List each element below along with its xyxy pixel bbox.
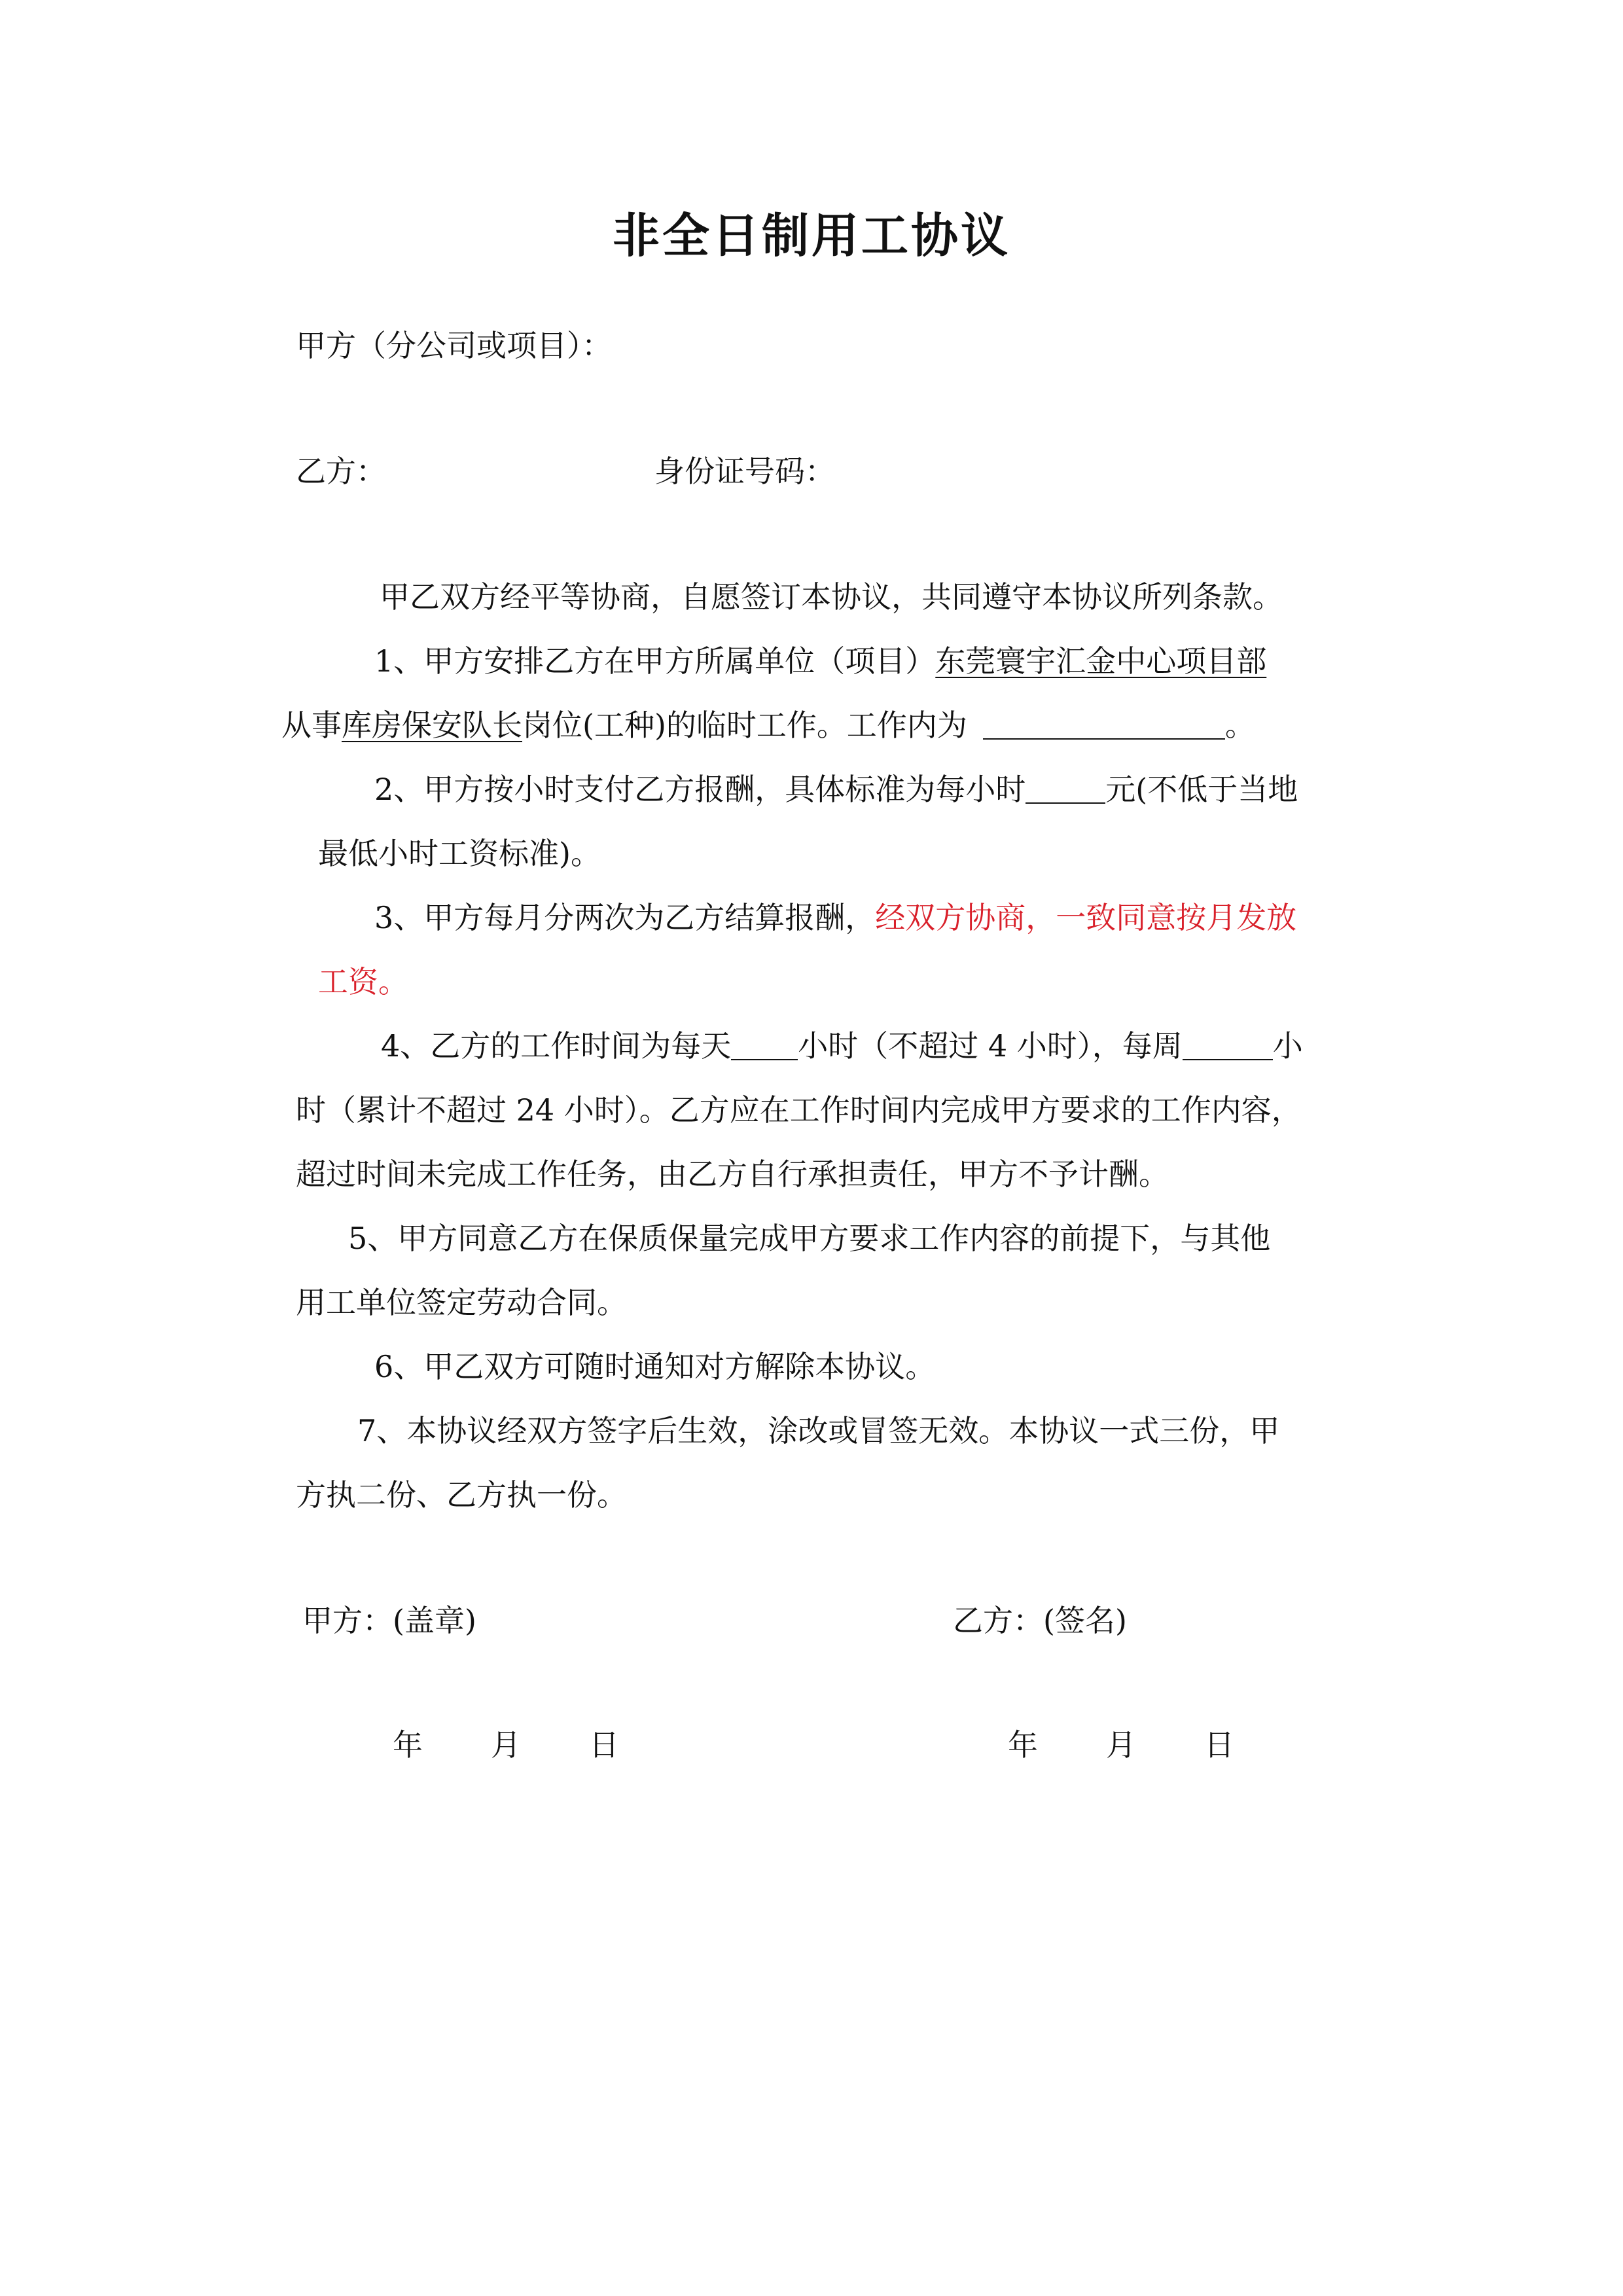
clause-7-line-1: 7、本协议经双方签字后生效，涂改或冒签无效。本协议一式三份，甲 [357,1413,1280,1448]
party-b-date-year: 年 [1008,1727,1038,1763]
party-a-date-month: 月 [491,1727,521,1763]
clause-1-cont-prefix: 从事 [281,708,342,743]
clause-4-mid: 小时（不超过 4 小时），每周 [798,1028,1183,1064]
intro-paragraph: 甲乙双方经平等协商，自愿签订本协议，共同遵守本协议所列条款。 [380,579,1283,615]
party-b-date-month: 月 [1106,1727,1136,1763]
weekly-hours-blank[interactable] [1183,1030,1273,1060]
clause-1-cont-mid: 岗位(工种)的临时工作。工作内为 [522,708,967,743]
clause-2-suffix: 元(不低于当地 [1105,772,1298,807]
clause-1-position: 库房保安队长 [342,708,522,743]
clause-1-prefix: 1、甲方安排乙方在甲方所属单位（项目） [374,643,936,679]
party-b-signature-label: 乙方：(签名) [953,1603,1127,1638]
clause-4-end: 小 [1272,1028,1303,1064]
party-a-date [393,1725,619,1765]
clause-3-line-1 [374,898,1296,937]
party-a-signature-label: 甲方：(盖章) [302,1603,476,1638]
clause-1-unit: 东莞寰宇汇金中心项目部 [935,643,1267,679]
clause-4-line-2: 时（累计不超过 24 小时）。乙方应在工作时间内完成甲方要求的工作内容， [296,1092,1302,1128]
clause-2-line-1 [374,770,1298,809]
clause-3-prefix: 3、甲方每月分两次为乙方结算报酬， [374,900,876,935]
clause-5-line-1: 5、甲方同意乙方在保质保量完成甲方要求工作内容的前提下，与其他 [348,1221,1271,1256]
clause-3-line-2: 工资。 [318,964,408,999]
party-b-label: 乙方： [296,454,386,489]
clause-4-prefix: 4、乙方的工作时间为每天 [381,1028,732,1064]
clause-5-line-2: 用工单位签定劳动合同。 [296,1285,627,1320]
daily-hours-blank[interactable] [731,1030,798,1060]
party-a-date-year: 年 [393,1727,423,1763]
hourly-wage-blank[interactable] [1026,774,1105,804]
party-b-date [1008,1725,1234,1765]
party-a-label: 甲方（分公司或项目）： [296,328,612,363]
clause-1-line-1 [374,641,1308,681]
clause-4-line-3: 超过时间未完成工作任务，由乙方自行承担责任，甲方不予计酬。 [296,1157,1169,1192]
clause-6: 6、甲乙双方可随时通知对方解除本协议。 [374,1349,936,1384]
clause-4-line-1 [381,1026,1303,1066]
party-a-date-day: 日 [589,1727,619,1763]
party-b-date-day: 日 [1204,1727,1234,1763]
id-number-label: 身份证号码： [654,454,835,489]
clause-2-line-2: 最低小时工资标准)。 [318,836,601,871]
work-content-blank[interactable] [983,709,1225,740]
clause-7-line-2: 方执二份、乙方执一份。 [296,1477,627,1513]
clause-1-end: 。 [1224,708,1255,743]
clause-3-highlight: 经双方协商，一致同意按月发放 [875,900,1297,935]
clause-1-line-2 [281,706,1255,745]
document-title: 非全日制用工协议 [612,208,1010,263]
clause-2-prefix: 2、甲方按小时支付乙方报酬，具体标准为每小时 [374,772,1026,807]
